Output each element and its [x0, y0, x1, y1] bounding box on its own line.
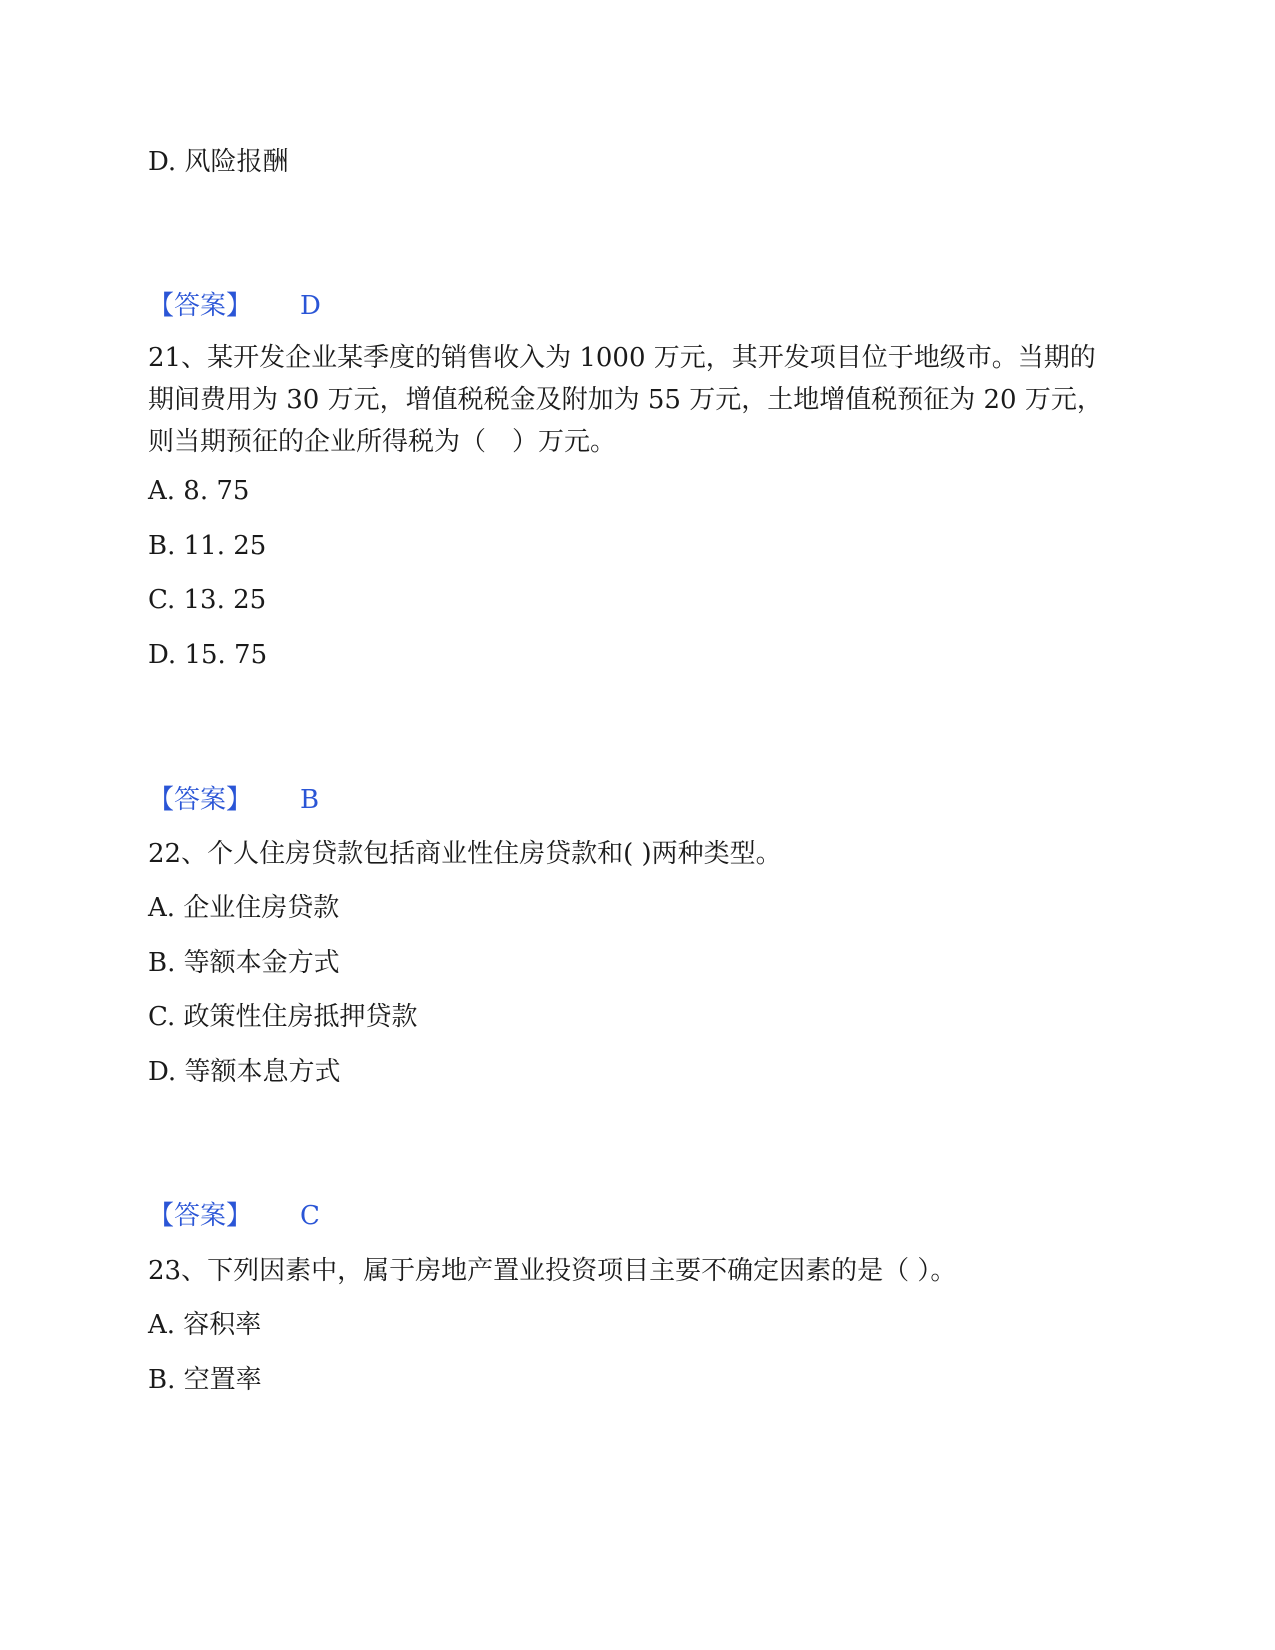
answer-line — [148, 783, 319, 817]
question-21-option-d: D. 15. 75 — [148, 640, 268, 670]
question-22-stem: 22、个人住房贷款包括商业性住房贷款和( )两种类型。 — [148, 839, 782, 869]
question-22-option-d: D. 等额本息方式 — [148, 1057, 341, 1087]
question-22-option-b: B. 等额本金方式 — [148, 948, 340, 978]
question-23-option-a: A. 容积率 — [148, 1310, 262, 1340]
answer-label: 【答案】 — [148, 785, 253, 815]
answer-value: B — [300, 785, 320, 815]
question-21-option-c: C. 13. 25 — [148, 585, 267, 615]
question-22-option-c: C. 政策性住房抵押贷款 — [148, 1002, 418, 1032]
answer-label: 【答案】 — [148, 1201, 253, 1231]
question-23-stem: 23、下列因素中，属于房地产置业投资项目主要不确定因素的是（ ）。 — [148, 1256, 957, 1286]
question-22-option-a: A. 企业住房贷款 — [148, 893, 340, 923]
option-d-prev: D. 风险报酬 — [148, 147, 289, 177]
answer-value: C — [300, 1201, 320, 1231]
question-23-option-b: B. 空置率 — [148, 1365, 262, 1395]
question-21-stem: 21、某开发企业某季度的销售收入为 1000 万元，其开发项目位于地级市。当期的期间费用为 30 万元，增值税税金及附加为 55 万元，土地增值税预征为 20 万元，则当期预征的企业所得税为（ ）万元。 — [148, 343, 1103, 457]
answer-label: 【答案】 — [148, 291, 253, 321]
answer-line — [148, 289, 321, 323]
answer-line — [148, 1199, 320, 1233]
question-21-option-b: B. 11. 25 — [148, 531, 267, 561]
question-21-option-a: A. 8. 75 — [148, 476, 250, 506]
answer-value: D — [300, 291, 321, 321]
